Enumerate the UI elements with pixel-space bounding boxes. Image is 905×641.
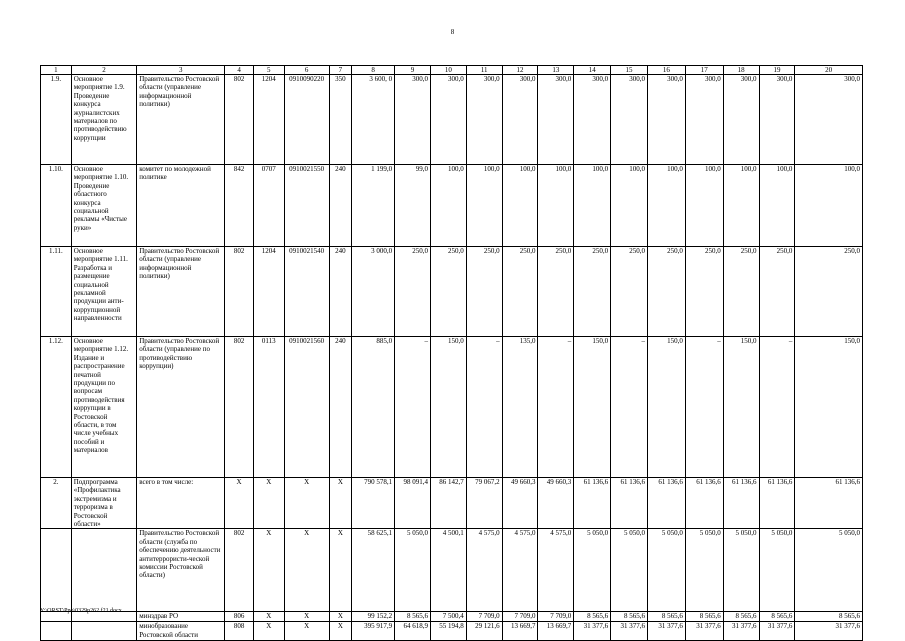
table-cell: 49 660,3 — [502, 478, 538, 529]
table-cell — [71, 529, 137, 612]
table-cell: минздрав РО — [137, 612, 225, 622]
table-cell: 8 565,6 — [611, 612, 648, 622]
table-cell: 99,0 — [395, 165, 431, 247]
table-cell: 300,0 — [502, 75, 538, 165]
table-cell: – — [395, 337, 431, 478]
column-number: 2 — [71, 66, 137, 75]
table-cell: – — [538, 337, 574, 478]
table-cell: 5 050,0 — [685, 529, 723, 612]
table-cell: 61 136,6 — [795, 478, 863, 529]
table-cell: X — [253, 529, 284, 612]
table-cell: 100,0 — [759, 165, 795, 247]
table-cell: 98 091,4 — [395, 478, 431, 529]
table-cell — [41, 529, 72, 612]
column-number: 19 — [759, 66, 795, 75]
table-row — [41, 622, 863, 641]
table-cell: 250,0 — [759, 247, 795, 337]
table-cell: 79 067,2 — [466, 478, 502, 529]
table-cell: X — [329, 529, 352, 612]
table-cell: 250,0 — [466, 247, 502, 337]
table-cell: 1204 — [253, 75, 284, 165]
table-cell: – — [759, 337, 795, 478]
table-cell: 1.9. — [41, 75, 72, 165]
table-cell: 808 — [225, 622, 254, 641]
table-cell: Основное мероприятие 1.12. Издание и распространение печатной продукции по вопросам противодействия коррупции в Ростовской области, в том числе учебных пособий и материалов — [71, 337, 137, 478]
table-cell — [41, 622, 72, 641]
table-cell: 100,0 — [647, 165, 685, 247]
table-cell: X — [284, 478, 329, 529]
table-cell: Основное мероприятие 1.11. Разработка и размещение социальной рекламной продукции анти-коррупционной направленности — [71, 247, 137, 337]
table-cell: 29 121,6 — [466, 622, 502, 641]
table-cell: 240 — [329, 165, 352, 247]
column-number: 11 — [466, 66, 502, 75]
table-cell: Правительство Ростовской области (управление информационной политики) — [137, 247, 225, 337]
table-cell: – — [685, 337, 723, 478]
table-cell: Основное мероприятие 1.9. Проведение конкурса журналистских материалов по противодействию коррупции — [71, 75, 137, 165]
table-cell: 0910090220 — [284, 75, 329, 165]
column-number: 17 — [685, 66, 723, 75]
column-number: 6 — [284, 66, 329, 75]
table-cell: 1.10. — [41, 165, 72, 247]
table-cell: 250,0 — [723, 247, 759, 337]
table-cell: 7 709,0 — [466, 612, 502, 622]
table-cell: 100,0 — [430, 165, 466, 247]
table-cell: 1204 — [253, 247, 284, 337]
column-number: 16 — [647, 66, 685, 75]
table-cell: 4 575,0 — [538, 529, 574, 612]
table-cell: 1.11. — [41, 247, 72, 337]
table-cell: 300,0 — [466, 75, 502, 165]
column-number: 1 — [41, 66, 72, 75]
column-number: 10 — [430, 66, 466, 75]
column-number: 20 — [795, 66, 863, 75]
table-cell: 250,0 — [395, 247, 431, 337]
table-cell: 5 050,0 — [759, 529, 795, 612]
column-number: 8 — [352, 66, 395, 75]
table-cell: Правительство Ростовской области (управление информационной политики) — [137, 75, 225, 165]
table-cell: 300,0 — [395, 75, 431, 165]
table-cell: 100,0 — [502, 165, 538, 247]
table-cell: 55 194,8 — [430, 622, 466, 641]
table-cell: 61 136,6 — [723, 478, 759, 529]
table-cell: 8 565,6 — [685, 612, 723, 622]
table-cell: Правительство Ростовской области (служба по обеспечению деятельности антитеррористи-ческой комиссии Ростовской области) — [137, 529, 225, 612]
table-cell: 100,0 — [611, 165, 648, 247]
table-cell: 802 — [225, 337, 254, 478]
table-cell: 150,0 — [795, 337, 863, 478]
table-cell: 8 565,6 — [759, 612, 795, 622]
table-row — [41, 75, 863, 165]
table-cell: 300,0 — [795, 75, 863, 165]
table-cell: 300,0 — [611, 75, 648, 165]
table-cell: 0910021540 — [284, 247, 329, 337]
column-number: 3 — [137, 66, 225, 75]
table-cell: 802 — [225, 529, 254, 612]
table-cell: 250,0 — [685, 247, 723, 337]
table-cell: 300,0 — [538, 75, 574, 165]
table-cell: 150,0 — [430, 337, 466, 478]
table-cell: 100,0 — [685, 165, 723, 247]
column-number: 9 — [395, 66, 431, 75]
table-cell: 300,0 — [430, 75, 466, 165]
table-cell: 31 377,6 — [685, 622, 723, 641]
table-cell: 0707 — [253, 165, 284, 247]
table-cell: 64 618,9 — [395, 622, 431, 641]
table-cell: 2. — [41, 478, 72, 529]
table-header-row — [41, 66, 863, 75]
table-cell: Подпрограмма «Профилактика экстремизма и терроризма в Ростовской области» — [71, 478, 137, 529]
table-row — [41, 478, 863, 529]
table-cell: 885,0 — [352, 337, 395, 478]
table-cell: 350 — [329, 75, 352, 165]
table-cell: 31 377,6 — [795, 622, 863, 641]
table-cell: 8 565,6 — [795, 612, 863, 622]
column-number: 12 — [502, 66, 538, 75]
table-cell: 5 050,0 — [611, 529, 648, 612]
table-cell: 13 669,7 — [538, 622, 574, 641]
table-cell: 250,0 — [611, 247, 648, 337]
table-cell: 61 136,6 — [647, 478, 685, 529]
table-cell: 7 709,0 — [502, 612, 538, 622]
table-cell: 250,0 — [647, 247, 685, 337]
table-cell: 100,0 — [795, 165, 863, 247]
table-row — [41, 337, 863, 478]
table-cell: 842 — [225, 165, 254, 247]
table-cell: X — [329, 612, 352, 622]
column-number: 14 — [574, 66, 611, 75]
table-cell: 61 136,6 — [574, 478, 611, 529]
table-row — [41, 612, 863, 622]
table-cell: 5 050,0 — [574, 529, 611, 612]
table-cell: X — [253, 622, 284, 641]
table-cell: 300,0 — [723, 75, 759, 165]
table-cell: 1.12. — [41, 337, 72, 478]
table-cell: 3 600, 0 — [352, 75, 395, 165]
table-cell: 4 575,0 — [466, 529, 502, 612]
table-cell: 31 377,6 — [574, 622, 611, 641]
table-cell: 240 — [329, 247, 352, 337]
table-cell: – — [611, 337, 648, 478]
table-cell: 250,0 — [795, 247, 863, 337]
table-cell: 31 377,6 — [723, 622, 759, 641]
table-cell: 61 136,6 — [685, 478, 723, 529]
table-cell: минобразование Ростовской области — [137, 622, 225, 641]
table-cell: Правительство Ростовской области (управление по противодействию коррупции) — [137, 337, 225, 478]
table-cell: 31 377,6 — [611, 622, 648, 641]
table-cell: 8 565,6 — [723, 612, 759, 622]
table-cell: X — [284, 529, 329, 612]
table-cell: 7 500,4 — [430, 612, 466, 622]
page-number: 8 — [450, 28, 455, 36]
table-cell: 8 565,6 — [647, 612, 685, 622]
table-cell: 395 917,9 — [352, 622, 395, 641]
table-cell: X — [253, 612, 284, 622]
table-cell: 61 136,6 — [611, 478, 648, 529]
table-cell: 31 377,6 — [647, 622, 685, 641]
column-number: 5 — [253, 66, 284, 75]
table-cell: 100,0 — [466, 165, 502, 247]
table-cell: 300,0 — [647, 75, 685, 165]
table-cell: 49 660,3 — [538, 478, 574, 529]
table-cell: 3 000,0 — [352, 247, 395, 337]
table-cell: 4 500,1 — [430, 529, 466, 612]
column-number: 18 — [723, 66, 759, 75]
table-cell: 250,0 — [430, 247, 466, 337]
table-cell: 300,0 — [574, 75, 611, 165]
table-cell: 61 136,6 — [759, 478, 795, 529]
table-cell: 806 — [225, 612, 254, 622]
table-row — [41, 247, 863, 337]
table-cell: Основное мероприятие 1.10. Проведение областного конкурса социальной рекламы «Чистые руки» — [71, 165, 137, 247]
table-cell: X — [225, 478, 254, 529]
table-row — [41, 165, 863, 247]
table-cell: 802 — [225, 247, 254, 337]
table-cell: 13 669,7 — [502, 622, 538, 641]
table-cell: 5 050,0 — [395, 529, 431, 612]
table-cell: 790 578,1 — [352, 478, 395, 529]
table-cell: 8 565,6 — [574, 612, 611, 622]
table-cell: X — [284, 612, 329, 622]
program-table — [40, 65, 863, 641]
table-cell: 5 050,0 — [723, 529, 759, 612]
table-cell: 150,0 — [723, 337, 759, 478]
table-cell: 100,0 — [723, 165, 759, 247]
table-cell: 0910021560 — [284, 337, 329, 478]
table-cell: 1 199,0 — [352, 165, 395, 247]
table-cell: 4 575,0 — [502, 529, 538, 612]
table-cell: 300,0 — [685, 75, 723, 165]
table-cell: 135,0 — [502, 337, 538, 478]
column-number: 13 — [538, 66, 574, 75]
table-cell: 250,0 — [502, 247, 538, 337]
table-cell: 100,0 — [538, 165, 574, 247]
table-cell: 31 377,6 — [759, 622, 795, 641]
column-number: 15 — [611, 66, 648, 75]
table-cell: 7 709,0 — [538, 612, 574, 622]
table-cell: 250,0 — [574, 247, 611, 337]
table-cell: всего в том числе: — [137, 478, 225, 529]
table-cell: 802 — [225, 75, 254, 165]
table-cell: X — [329, 478, 352, 529]
column-number: 4 — [225, 66, 254, 75]
table-cell: 5 050,0 — [647, 529, 685, 612]
table-row — [41, 529, 863, 612]
table-cell: – — [466, 337, 502, 478]
table-cell: 58 625,1 — [352, 529, 395, 612]
table-cell: 99 152,2 — [352, 612, 395, 622]
table-cell: 86 142,7 — [430, 478, 466, 529]
document-path: Y:\ORST\Ppo\0329p262.f21.docx — [40, 608, 122, 614]
table-cell — [71, 622, 137, 641]
table-cell: 150,0 — [647, 337, 685, 478]
table-cell: 0910021550 — [284, 165, 329, 247]
table-cell: 0113 — [253, 337, 284, 478]
table-cell: X — [329, 622, 352, 641]
table-cell: 100,0 — [574, 165, 611, 247]
table-cell: 250,0 — [538, 247, 574, 337]
table-cell: X — [284, 622, 329, 641]
table-cell: 150,0 — [574, 337, 611, 478]
table-cell: 8 565,6 — [395, 612, 431, 622]
table-cell: X — [253, 478, 284, 529]
table-cell: 300,0 — [759, 75, 795, 165]
column-number: 7 — [329, 66, 352, 75]
table-cell: 240 — [329, 337, 352, 478]
table-cell: 5 050,0 — [795, 529, 863, 612]
table-cell: комитет по молодежной политике — [137, 165, 225, 247]
